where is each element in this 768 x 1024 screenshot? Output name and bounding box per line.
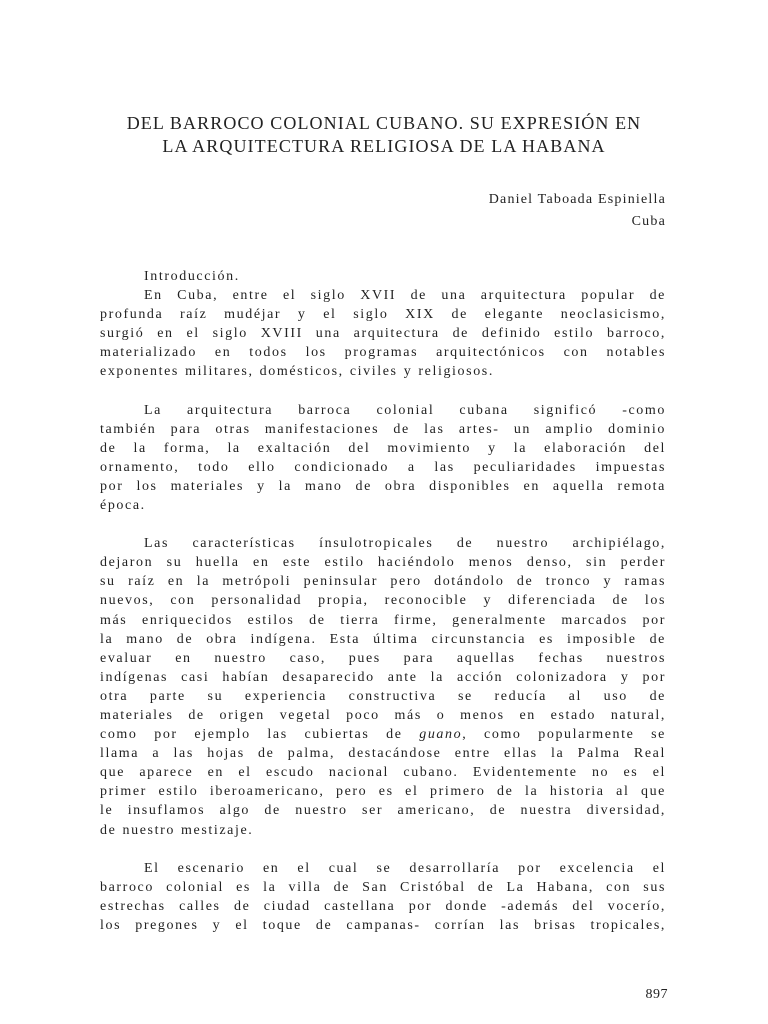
- author-country: Cuba: [631, 214, 666, 229]
- paragraph-line: En Cuba, entre el siglo XVII de una arquitectura popular de: [144, 288, 666, 304]
- paragraph-line: de nuestro mestizaje.: [100, 822, 254, 838]
- title-line-1: DEL BARROCO COLONIAL CUBANO. SU EXPRESIÓN EN: [126, 113, 642, 133]
- author-name: Daniel Taboada Espiniella: [488, 192, 666, 207]
- body-text: [100, 267, 666, 954]
- paragraph-line: le insuflamos algo de nuestro ser americano, de nuestra diversidad,: [100, 803, 666, 819]
- paragraph-line: por los materiales y la mano de obra disponibles en aquella remota: [100, 478, 666, 494]
- paragraph-line: que aparece en el escudo nacional cubano. Evidentemente no es el: [100, 765, 666, 781]
- paragraph-line: exponentes militares, domésticos, civiles y religiosos.: [100, 364, 494, 380]
- paragraph-line: barroco colonial es la villa de San Cristóbal de La Habana, con sus: [100, 879, 666, 895]
- paragraph-line: profunda raíz mudéjar y el siglo XIX de elegante neoclasicismo,: [100, 307, 666, 323]
- paragraph-line: materiales de origen vegetal poco más o menos en estado natural,: [100, 707, 666, 723]
- paragraph-line: los pregones y el toque de campanas- corrían las brisas tropicales,: [100, 917, 666, 933]
- author-block: [489, 189, 666, 233]
- paragraph-line: la mano de obra indígena. Esta última circunstancia es imposible de: [100, 631, 666, 647]
- paragraph-line: otra parte su experiencia constructiva se reducía al uso de: [100, 688, 666, 704]
- paragraph-line: El escenario en el cual se desarrollaría por excelencia el: [144, 860, 666, 876]
- paragraph-line: época.: [100, 498, 146, 514]
- document-title: [100, 112, 668, 158]
- paragraph: [100, 286, 666, 381]
- paragraph: [100, 859, 666, 935]
- paragraph-line: también para otras manifestaciones de las artes- un amplio dominio: [100, 421, 666, 437]
- paragraph-line: más enriquecidos estilos de tierra firme, generalmente marcados por: [100, 612, 666, 628]
- paragraph-line: estrechas calles de ciudad castellana por donde -además del vocerío,: [100, 898, 666, 914]
- paragraph-line: llama a las hojas de palma, destacándose entre ellas la Palma Real: [100, 746, 666, 762]
- paragraph: [100, 534, 666, 840]
- paragraph-line: Las características ínsulotropicales de nuestro archipiélago,: [144, 536, 666, 552]
- paragraph-line: nuevos, con personalidad propia, reconocible y diferenciada de los: [100, 593, 666, 609]
- section-heading: Introducción.: [144, 269, 240, 284]
- paragraph-line: como por ejemplo las cubiertas de guano, como popularmente se: [100, 727, 666, 743]
- title-line-2: LA ARQUITECTURA RELIGIOSA DE LA HABANA: [162, 136, 606, 156]
- paragraph-line: dejaron su huella en este estilo haciéndolo menos denso, sin perder: [100, 555, 666, 571]
- paragraph-line: evaluar en nuestro caso, pues para aquellas fechas nuestros: [100, 650, 666, 666]
- paragraph-line: surgió en el siglo XVIII una arquitectura de definido estilo barroco,: [100, 326, 666, 342]
- paragraph-line: su raíz en la metrópoli peninsular pero dotándolo de tronco y ramas: [100, 574, 666, 590]
- paragraph-line: indígenas casi habían desaparecido ante la acción colonizadora y por: [100, 669, 666, 685]
- paragraph-line: materializado en todos los programas arquitectónicos con notables: [100, 345, 666, 361]
- paragraph-line: de la forma, la exaltación del movimiento y la elaboración del: [100, 440, 666, 456]
- paragraph-line: primer estilo iberoamericano, pero es el primero de la historia al que: [100, 784, 666, 800]
- paragraph-line: ornamento, todo ello condicionado a las peculiaridades impuestas: [100, 459, 666, 475]
- paragraph-line: La arquitectura barroca colonial cubana significó -como: [144, 402, 666, 418]
- paragraph: [100, 401, 666, 516]
- page-number: 897: [645, 987, 668, 1002]
- italic-term: guano: [419, 727, 463, 743]
